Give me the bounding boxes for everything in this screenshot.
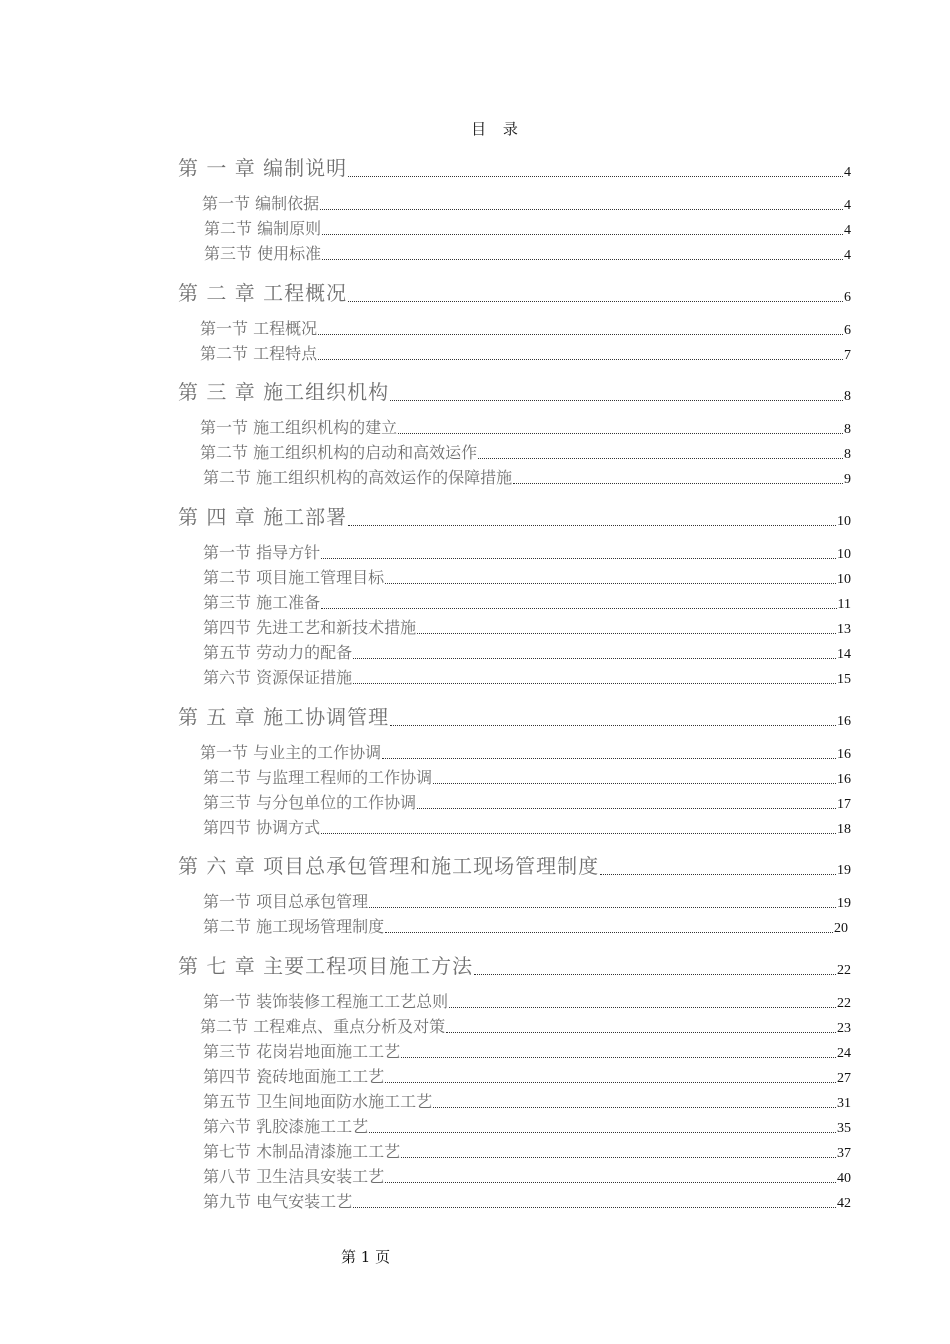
dot-leader [348,524,836,526]
dot-leader [348,300,843,302]
toc-section[interactable] [203,1140,851,1162]
toc-section-label: 第五节 劳动力的配备 [203,643,353,662]
toc-section-label: 第三节 使用标准 [204,244,322,263]
toc-section-label: 第二节 与监理工程师的工作协调 [203,768,433,787]
toc-section[interactable] [203,791,851,813]
toc-section[interactable] [203,1040,851,1062]
toc-section[interactable] [204,217,851,239]
toc-page-number: 9 [844,472,851,487]
toc-section[interactable] [200,441,851,463]
toc-section[interactable] [203,1115,851,1137]
toc-page-number: 18 [837,822,851,837]
dot-leader [318,358,843,360]
toc-chapter-5[interactable] [178,704,851,730]
toc-section[interactable] [203,766,851,788]
toc-section-label: 第二节 项目施工管理目标 [203,568,385,587]
toc-section-label: 第一节 工程概况 [200,319,318,338]
toc-section-label: 第三节 与分包单位的工作协调 [203,793,417,812]
toc-page-number: 16 [837,714,851,729]
toc-page-number: 10 [837,572,851,587]
toc-section-label: 第二节 施工现场管理制度 [203,917,385,936]
dot-leader [322,233,843,235]
toc-chapter-label: 第 六 章 项目总承包管理和施工现场管理制度 [178,854,600,878]
toc-section-label: 第二节 施工组织机构的高效运作的保障措施 [203,468,513,487]
toc-page-number: 10 [837,547,851,562]
toc-page-number: 37 [837,1146,851,1161]
toc-section[interactable] [202,192,851,214]
toc-section-label: 第一节 项目总承包管理 [203,892,369,911]
toc-page-number: 10 [837,514,851,529]
toc-section-label: 第一节 与业主的工作协调 [200,743,382,762]
toc-section[interactable] [203,641,851,663]
toc-section-label: 第一节 施工组织机构的建立 [200,418,398,437]
dot-leader [353,1206,836,1208]
toc-section[interactable] [200,317,851,339]
dot-leader [322,258,843,260]
dot-leader [390,724,836,726]
dot-leader [385,582,836,584]
toc-chapter-6[interactable] [178,853,851,879]
toc-page-number: 20 [834,921,848,936]
toc-section-label: 第三节 花岗岩地面施工工艺 [203,1042,401,1061]
dot-leader [353,682,836,684]
dot-leader [478,457,843,459]
toc-page-number: 8 [844,389,851,404]
toc-page-number: 23 [837,1021,851,1036]
toc-section[interactable] [204,242,851,264]
dot-leader [401,1156,836,1158]
toc-page-number: 4 [844,198,851,213]
toc-chapter-label: 第 四 章 施工部署 [178,505,348,529]
toc-page-number: 42 [837,1196,851,1211]
toc-section-label: 第四节 瓷砖地面施工工艺 [203,1067,385,1086]
toc-section-label: 第九节 电气安装工艺 [203,1192,353,1211]
toc-section[interactable] [203,990,851,1012]
toc-page-number: 8 [844,422,851,437]
toc-section-label: 第二节 编制原则 [204,219,322,238]
toc-page-number: 8 [844,447,851,462]
dot-leader [320,208,843,210]
toc-page-number: 4 [844,165,851,180]
toc-section[interactable] [200,1015,851,1037]
toc-section-label: 第三节 施工准备 [203,593,321,612]
dot-leader [446,1031,836,1033]
dot-leader [433,782,836,784]
dot-leader [385,931,833,933]
dot-leader [369,1131,836,1133]
toc-section[interactable] [203,466,851,488]
toc-page-number: 17 [837,797,851,812]
toc-page-number: 13 [837,622,851,637]
toc-page-number: 6 [844,323,851,338]
toc-section[interactable] [203,616,851,638]
dot-leader [385,1081,836,1083]
toc-chapter-3[interactable] [178,379,851,405]
toc-page-number: 31 [837,1096,851,1111]
dot-leader [369,906,836,908]
dot-leader [398,432,843,434]
toc-section[interactable] [203,816,851,838]
toc-chapter-label: 第 一 章 编制说明 [178,156,348,180]
toc-section[interactable] [203,541,851,563]
dot-leader [321,832,836,834]
page-footer: 第 1 页 [341,1248,391,1266]
toc-section[interactable] [203,1090,851,1112]
toc-page-number: 27 [837,1071,851,1086]
toc-page-number: 16 [837,772,851,787]
toc-section[interactable] [200,416,851,438]
toc-page-number: 4 [844,248,851,263]
toc-page-number: 19 [837,863,851,878]
dot-leader [417,807,836,809]
toc-section[interactable] [203,1190,851,1212]
dot-leader [321,607,836,609]
dot-leader [417,632,836,634]
toc-section-label: 第一节 指导方针 [203,543,321,562]
toc-chapter-2[interactable] [178,280,851,306]
toc-section[interactable] [203,915,848,937]
toc-section-label: 第二节 施工组织机构的启动和高效运作 [200,443,478,462]
toc-page-number: 16 [837,747,851,762]
toc-section[interactable] [203,591,851,613]
toc-section-label: 第八节 卫生洁具安装工艺 [203,1167,385,1186]
toc-section-label: 第二节 工程难点、重点分析及对策 [200,1017,446,1036]
toc-section[interactable] [203,566,851,588]
toc-page-number: 15 [837,672,851,687]
toc-page-number: 35 [837,1121,851,1136]
dot-leader [390,399,843,401]
toc-title: 目 录 [471,120,524,138]
toc-page-number: 19 [837,896,851,911]
dot-leader [449,1006,836,1008]
toc-chapter-1[interactable] [178,155,851,181]
toc-section-label: 第六节 乳胶漆施工工艺 [203,1117,369,1136]
toc-page-number: 24 [837,1046,851,1061]
toc-section-label: 第七节 木制品清漆施工工艺 [203,1142,401,1161]
toc-section[interactable] [200,342,851,364]
toc-section-label: 第五节 卫生间地面防水施工工艺 [203,1092,433,1111]
toc-page-number: 22 [837,996,851,1011]
toc-section-label: 第四节 协调方式 [203,818,321,837]
toc-chapter-label: 第 三 章 施工组织机构 [178,380,390,404]
dot-leader [353,657,836,659]
dot-leader [382,757,836,759]
toc-chapter-label: 第 七 章 主要工程项目施工方法 [178,954,474,978]
toc-section[interactable] [203,1165,851,1187]
toc-page-number: 7 [844,348,851,363]
dot-leader [348,175,843,177]
toc-page-number: 6 [844,290,851,305]
toc-chapter-7[interactable] [178,953,851,979]
toc-chapter-4[interactable] [178,504,851,530]
toc-section[interactable] [203,1065,851,1087]
toc-page-number: 4 [844,223,851,238]
toc-section[interactable] [203,666,851,688]
toc-page-number: 11 [837,597,851,612]
dot-leader [318,333,843,335]
toc-chapter-label: 第 二 章 工程概况 [178,281,348,305]
toc-section-label: 第一节 编制依据 [202,194,320,213]
dot-leader [401,1056,836,1058]
toc-page-number: 40 [837,1171,851,1186]
toc-section[interactable] [200,741,851,763]
toc-page-number: 14 [837,647,851,662]
toc-section[interactable] [203,890,851,912]
dot-leader [474,973,836,975]
dot-leader [433,1106,836,1108]
dot-leader [321,557,836,559]
toc-section-label: 第四节 先进工艺和新技术措施 [203,618,417,637]
toc-section-label: 第二节 工程特点 [200,344,318,363]
dot-leader [513,482,843,484]
toc-page-number: 22 [837,963,851,978]
toc-section-label: 第一节 装饰装修工程施工工艺总则 [203,992,449,1011]
dot-leader [385,1181,836,1183]
dot-leader [600,873,836,875]
toc-section-label: 第六节 资源保证措施 [203,668,353,687]
toc-chapter-label: 第 五 章 施工协调管理 [178,705,390,729]
